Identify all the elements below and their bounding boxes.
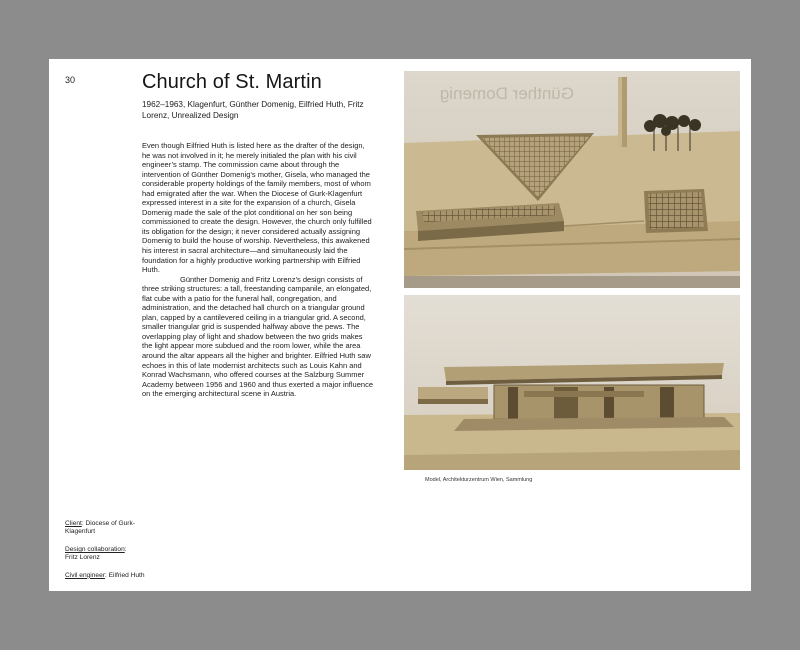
body-paragraph: Günther Domenig and Fritz Lorenz’s design consists of three striking structures: a tall, freestanding campanile, an elongated, flat cube with a patio for the funeral hall, congregation, and administration, and the detached hall church on a triangular ground plan, capped by a cantilevered ceiling in a triangular grid. A second, smaller triangular grid is suspended halfway above the pews. The overlapping play of light and shadow between the two grids makes the light appear more subdued and the room lower, while the area around the altar appears all the higher and brighter. Eilfried Huth saw echoes in this of late modernist architects such as Louis Kahn and Konrad Wachsmann, who offered courses at the Salzburg Summer Academy between 1956 and 1960 and thus exerted a major influence on the emerging architectural scene in Austria. xyxy=(142,274,373,399)
credit-value: Fritz Lorenz xyxy=(65,554,100,562)
page-number: 30 xyxy=(65,75,76,85)
overlay-text: Günther Domenig xyxy=(439,84,574,103)
model-photo-bottom xyxy=(404,295,740,470)
credit-colon: : xyxy=(81,520,86,527)
model-side-illustration xyxy=(404,295,740,470)
credit-civil-engineer xyxy=(65,572,165,580)
book-page xyxy=(49,59,751,591)
model-photo-top xyxy=(404,71,740,288)
credit-label: Civil engineer xyxy=(65,571,105,579)
credits xyxy=(65,520,165,590)
credit-design-collaboration xyxy=(65,546,165,562)
credit-value: Diocese of Gurk-Klagenfurt xyxy=(65,520,136,536)
body-paragraph: Even though Eilfried Huth is listed here as the drafter of the design, he was not involved in it; he merely initialed the plan with his civil engineer’s stamp. The commission came about through the intervention of Günther Domenig’s mother, Gisela, who managed the considerable property holdings of the family members, most of whom had emigrated after the war. When the Diocese of Gurk-Klagenfurt expressed interest in a site for the expansion of a church, Gisela Domenig made the sale of the plot conditional on her son being commissioned to create the design. However, the church only fulfilled its obligation for the design; it never considered actually assigning Domenig to build the house of worship. Nevertheless, this awakened his interest in sacral architecture—and simultaneously laid the foundation for a highly productive working partnership with Eilfried Huth. xyxy=(142,141,372,275)
credit-label: Client xyxy=(65,520,82,527)
model-aerial-illustration xyxy=(404,71,740,288)
credit-value: Eilfried Huth xyxy=(108,571,145,579)
credit-client xyxy=(65,520,165,536)
body-text xyxy=(142,141,374,399)
credit-colon: : xyxy=(104,571,109,579)
credit-label: Design collaboration xyxy=(65,545,125,553)
project-subtitle: 1962–1963, Klagenfurt, Günther Domenig, Eilfried Huth, Fritz Lorenz, Unrealized Design xyxy=(142,100,364,120)
photo-caption: Model, Architekturzentrum Wien, Sammlung xyxy=(425,477,533,483)
credit-colon: : xyxy=(124,545,127,553)
page-title: Church of St. Martin xyxy=(142,71,322,93)
